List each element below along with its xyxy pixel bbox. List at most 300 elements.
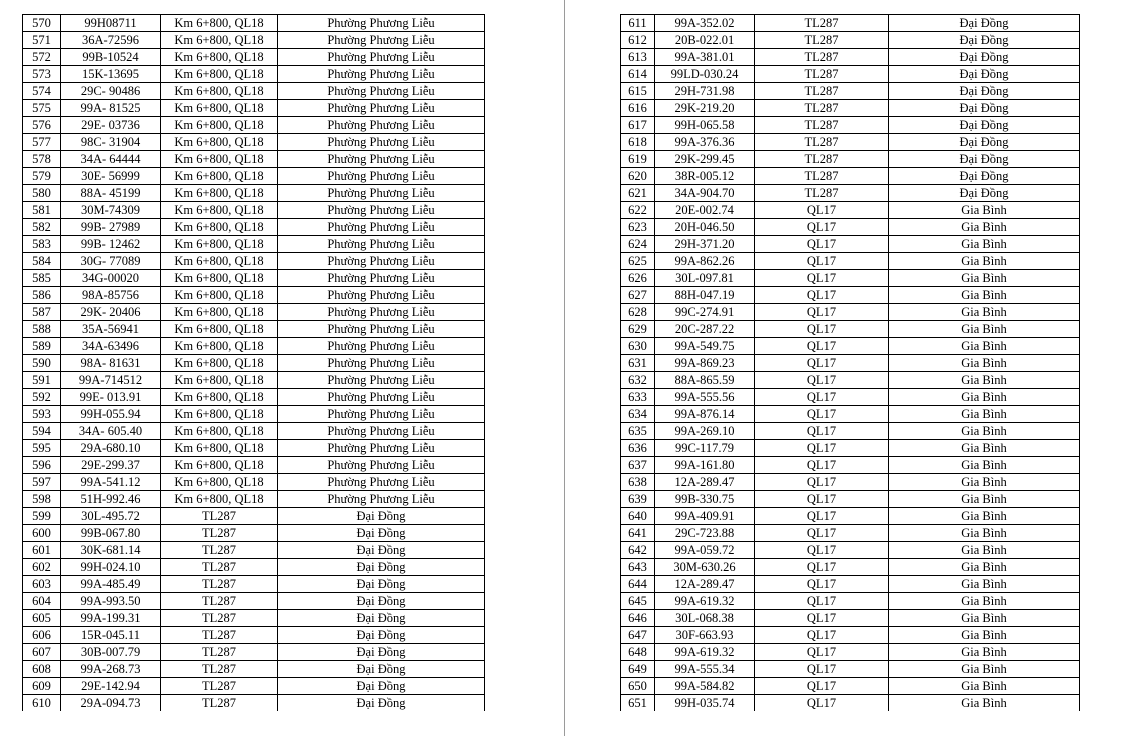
area-cell: Phường Phương Liễu: [278, 66, 485, 83]
row-number-cell: 576: [23, 117, 61, 134]
row-number-cell: 577: [23, 134, 61, 151]
area-cell: Gia Bình: [889, 270, 1080, 287]
row-number-cell: 614: [621, 66, 655, 83]
table-row: [621, 66, 1080, 83]
table-row: [23, 287, 485, 304]
area-cell: Đại Đồng: [278, 644, 485, 661]
location-cell: QL17: [755, 593, 889, 610]
row-number-cell: 616: [621, 100, 655, 117]
location-cell: TL287: [161, 695, 278, 712]
plate-number-cell: 20C-287.22: [655, 321, 755, 338]
location-cell: QL17: [755, 474, 889, 491]
location-cell: QL17: [755, 644, 889, 661]
plate-number-cell: 30M-630.26: [655, 559, 755, 576]
row-number-cell: 636: [621, 440, 655, 457]
table-row: [23, 338, 485, 355]
row-number-cell: 627: [621, 287, 655, 304]
area-cell: Gia Bình: [889, 559, 1080, 576]
plate-number-cell: 98A- 81631: [61, 355, 161, 372]
table-row: [23, 678, 485, 695]
table-row: [621, 202, 1080, 219]
area-cell: Gia Bình: [889, 695, 1080, 712]
location-cell: Km 6+800, QL18: [161, 100, 278, 117]
plate-number-cell: 99A-352.02: [655, 15, 755, 32]
row-number-cell: 596: [23, 457, 61, 474]
row-number-cell: 622: [621, 202, 655, 219]
table-row: [621, 117, 1080, 134]
row-number-cell: 647: [621, 627, 655, 644]
row-number-cell: 628: [621, 304, 655, 321]
area-cell: Phường Phương Liễu: [278, 440, 485, 457]
plate-number-cell: 30G- 77089: [61, 253, 161, 270]
area-cell: Gia Bình: [889, 236, 1080, 253]
location-cell: Km 6+800, QL18: [161, 236, 278, 253]
location-cell: TL287: [755, 100, 889, 117]
location-cell: TL287: [755, 49, 889, 66]
row-number-cell: 599: [23, 508, 61, 525]
location-cell: Km 6+800, QL18: [161, 151, 278, 168]
plate-number-cell: 99B- 27989: [61, 219, 161, 236]
left-violation-table: [22, 14, 485, 711]
plate-number-cell: 34A-904.70: [655, 185, 755, 202]
table-row: [621, 559, 1080, 576]
location-cell: Km 6+800, QL18: [161, 338, 278, 355]
right-table-body: [621, 15, 1080, 712]
table-row: [23, 474, 485, 491]
area-cell: Đại Đồng: [278, 695, 485, 712]
row-number-cell: 572: [23, 49, 61, 66]
row-number-cell: 611: [621, 15, 655, 32]
table-row: [23, 304, 485, 321]
table-row: [23, 134, 485, 151]
table-row: [23, 389, 485, 406]
area-cell: Đại Đồng: [889, 15, 1080, 32]
plate-number-cell: 29K-219.20: [655, 100, 755, 117]
area-cell: Gia Bình: [889, 576, 1080, 593]
row-number-cell: 597: [23, 474, 61, 491]
area-cell: Gia Bình: [889, 491, 1080, 508]
table-row: [23, 219, 485, 236]
area-cell: Gia Bình: [889, 372, 1080, 389]
area-cell: Gia Bình: [889, 287, 1080, 304]
area-cell: Gia Bình: [889, 321, 1080, 338]
table-row: [23, 185, 485, 202]
area-cell: Phường Phương Liễu: [278, 321, 485, 338]
table-row: [23, 321, 485, 338]
location-cell: Km 6+800, QL18: [161, 49, 278, 66]
row-number-cell: 603: [23, 576, 61, 593]
area-cell: Đại Đồng: [889, 49, 1080, 66]
area-cell: Đại Đồng: [278, 593, 485, 610]
location-cell: TL287: [161, 525, 278, 542]
table-row: [23, 406, 485, 423]
location-cell: TL287: [161, 644, 278, 661]
table-row: [23, 508, 485, 525]
area-cell: Đại Đồng: [278, 542, 485, 559]
plate-number-cell: 34A-63496: [61, 338, 161, 355]
area-cell: Đại Đồng: [278, 627, 485, 644]
location-cell: Km 6+800, QL18: [161, 15, 278, 32]
location-cell: QL17: [755, 440, 889, 457]
plate-number-cell: 30F-663.93: [655, 627, 755, 644]
location-cell: TL287: [161, 508, 278, 525]
area-cell: Gia Bình: [889, 389, 1080, 406]
table-row: [23, 355, 485, 372]
area-cell: Gia Bình: [889, 457, 1080, 474]
location-cell: Km 6+800, QL18: [161, 474, 278, 491]
table-row: [621, 321, 1080, 338]
row-number-cell: 625: [621, 253, 655, 270]
area-cell: Gia Bình: [889, 338, 1080, 355]
location-cell: TL287: [755, 15, 889, 32]
plate-number-cell: 34A- 64444: [61, 151, 161, 168]
table-row: [23, 440, 485, 457]
row-number-cell: 582: [23, 219, 61, 236]
area-cell: Phường Phương Liễu: [278, 117, 485, 134]
table-row: [23, 49, 485, 66]
row-number-cell: 635: [621, 423, 655, 440]
row-number-cell: 602: [23, 559, 61, 576]
location-cell: QL17: [755, 287, 889, 304]
location-cell: Km 6+800, QL18: [161, 202, 278, 219]
row-number-cell: 595: [23, 440, 61, 457]
table-row: [23, 202, 485, 219]
row-number-cell: 594: [23, 423, 61, 440]
location-cell: TL287: [161, 542, 278, 559]
plate-number-cell: 36A-72596: [61, 32, 161, 49]
plate-number-cell: 99C-274.91: [655, 304, 755, 321]
area-cell: Phường Phương Liễu: [278, 304, 485, 321]
table-row: [23, 253, 485, 270]
table-row: [621, 440, 1080, 457]
row-number-cell: 637: [621, 457, 655, 474]
area-cell: Đại Đồng: [278, 610, 485, 627]
plate-number-cell: 99H08711: [61, 15, 161, 32]
location-cell: QL17: [755, 491, 889, 508]
row-number-cell: 581: [23, 202, 61, 219]
plate-number-cell: 99B-330.75: [655, 491, 755, 508]
table-row: [621, 610, 1080, 627]
area-cell: Phường Phương Liễu: [278, 236, 485, 253]
location-cell: Km 6+800, QL18: [161, 270, 278, 287]
plate-number-cell: 99A-381.01: [655, 49, 755, 66]
row-number-cell: 632: [621, 372, 655, 389]
location-cell: QL17: [755, 610, 889, 627]
plate-number-cell: 99A-619.32: [655, 644, 755, 661]
table-row: [23, 168, 485, 185]
location-cell: QL17: [755, 389, 889, 406]
table-row: [23, 542, 485, 559]
row-number-cell: 644: [621, 576, 655, 593]
plate-number-cell: 98A-85756: [61, 287, 161, 304]
row-number-cell: 612: [621, 32, 655, 49]
plate-number-cell: 99H-055.94: [61, 406, 161, 423]
area-cell: Đại Đồng: [889, 185, 1080, 202]
plate-number-cell: 29A-680.10: [61, 440, 161, 457]
location-cell: Km 6+800, QL18: [161, 185, 278, 202]
area-cell: Phường Phương Liễu: [278, 423, 485, 440]
area-cell: Phường Phương Liễu: [278, 270, 485, 287]
table-row: [23, 661, 485, 678]
table-row: [621, 270, 1080, 287]
location-cell: QL17: [755, 270, 889, 287]
row-number-cell: 621: [621, 185, 655, 202]
location-cell: QL17: [755, 321, 889, 338]
location-cell: QL17: [755, 338, 889, 355]
row-number-cell: 593: [23, 406, 61, 423]
location-cell: QL17: [755, 236, 889, 253]
area-cell: Phường Phương Liễu: [278, 168, 485, 185]
table-row: [621, 151, 1080, 168]
location-cell: QL17: [755, 525, 889, 542]
plate-number-cell: 99A-541.12: [61, 474, 161, 491]
location-cell: Km 6+800, QL18: [161, 372, 278, 389]
location-cell: QL17: [755, 661, 889, 678]
plate-number-cell: 29K-299.45: [655, 151, 755, 168]
area-cell: Phường Phương Liễu: [278, 185, 485, 202]
row-number-cell: 639: [621, 491, 655, 508]
table-row: [23, 593, 485, 610]
row-number-cell: 629: [621, 321, 655, 338]
location-cell: Km 6+800, QL18: [161, 253, 278, 270]
area-cell: Gia Bình: [889, 678, 1080, 695]
table-row: [621, 695, 1080, 712]
area-cell: Phường Phương Liễu: [278, 100, 485, 117]
plate-number-cell: 99A-161.80: [655, 457, 755, 474]
location-cell: Km 6+800, QL18: [161, 83, 278, 100]
area-cell: Gia Bình: [889, 508, 1080, 525]
area-cell: Phường Phương Liễu: [278, 287, 485, 304]
plate-number-cell: 20E-002.74: [655, 202, 755, 219]
row-number-cell: 649: [621, 661, 655, 678]
table-row: [23, 117, 485, 134]
location-cell: TL287: [161, 678, 278, 695]
row-number-cell: 638: [621, 474, 655, 491]
plate-number-cell: 99A-555.34: [655, 661, 755, 678]
table-row: [621, 627, 1080, 644]
table-row: [23, 236, 485, 253]
plate-number-cell: 30M-74309: [61, 202, 161, 219]
table-row: [23, 423, 485, 440]
row-number-cell: 643: [621, 559, 655, 576]
row-number-cell: 626: [621, 270, 655, 287]
location-cell: Km 6+800, QL18: [161, 304, 278, 321]
location-cell: QL17: [755, 508, 889, 525]
table-row: [23, 15, 485, 32]
row-number-cell: 641: [621, 525, 655, 542]
location-cell: Km 6+800, QL18: [161, 134, 278, 151]
row-number-cell: 589: [23, 338, 61, 355]
area-cell: Phường Phương Liễu: [278, 457, 485, 474]
location-cell: QL17: [755, 695, 889, 712]
location-cell: TL287: [755, 66, 889, 83]
table-row: [621, 338, 1080, 355]
page-divider: [564, 0, 565, 736]
table-row: [23, 576, 485, 593]
table-row: [621, 542, 1080, 559]
location-cell: Km 6+800, QL18: [161, 440, 278, 457]
plate-number-cell: 29E-299.37: [61, 457, 161, 474]
area-cell: Đại Đồng: [889, 168, 1080, 185]
table-row: [23, 695, 485, 712]
plate-number-cell: 99B-067.80: [61, 525, 161, 542]
row-number-cell: 650: [621, 678, 655, 695]
plate-number-cell: 29A-094.73: [61, 695, 161, 712]
location-cell: Km 6+800, QL18: [161, 219, 278, 236]
location-cell: TL287: [161, 576, 278, 593]
plate-number-cell: 30K-681.14: [61, 542, 161, 559]
table-row: [621, 15, 1080, 32]
plate-number-cell: 30E- 56999: [61, 168, 161, 185]
area-cell: Phường Phương Liễu: [278, 83, 485, 100]
location-cell: Km 6+800, QL18: [161, 423, 278, 440]
plate-number-cell: 30L-495.72: [61, 508, 161, 525]
row-number-cell: 651: [621, 695, 655, 712]
row-number-cell: 620: [621, 168, 655, 185]
plate-number-cell: 88A-865.59: [655, 372, 755, 389]
plate-number-cell: 34A- 605.40: [61, 423, 161, 440]
left-table-body: [23, 15, 485, 712]
location-cell: TL287: [755, 32, 889, 49]
plate-number-cell: 12A-289.47: [655, 576, 755, 593]
table-row: [23, 66, 485, 83]
location-cell: QL17: [755, 202, 889, 219]
plate-number-cell: 38R-005.12: [655, 168, 755, 185]
area-cell: Đại Đồng: [278, 576, 485, 593]
row-number-cell: 634: [621, 406, 655, 423]
table-row: [23, 457, 485, 474]
table-row: [621, 406, 1080, 423]
table-row: [621, 287, 1080, 304]
area-cell: Gia Bình: [889, 423, 1080, 440]
location-cell: QL17: [755, 355, 889, 372]
location-cell: Km 6+800, QL18: [161, 32, 278, 49]
plate-number-cell: 15K-13695: [61, 66, 161, 83]
plate-number-cell: 29E- 03736: [61, 117, 161, 134]
table-row: [23, 559, 485, 576]
location-cell: Km 6+800, QL18: [161, 355, 278, 372]
table-row: [621, 423, 1080, 440]
plate-number-cell: 99E- 013.91: [61, 389, 161, 406]
table-row: [23, 627, 485, 644]
row-number-cell: 580: [23, 185, 61, 202]
area-cell: Phường Phương Liễu: [278, 491, 485, 508]
location-cell: TL287: [755, 117, 889, 134]
location-cell: TL287: [161, 627, 278, 644]
table-row: [621, 525, 1080, 542]
row-number-cell: 598: [23, 491, 61, 508]
plate-number-cell: 29C-723.88: [655, 525, 755, 542]
table-row: [621, 185, 1080, 202]
area-cell: Gia Bình: [889, 525, 1080, 542]
area-cell: Phường Phương Liễu: [278, 15, 485, 32]
row-number-cell: 585: [23, 270, 61, 287]
area-cell: Đại Đồng: [278, 678, 485, 695]
row-number-cell: 633: [621, 389, 655, 406]
area-cell: Đại Đồng: [889, 32, 1080, 49]
plate-number-cell: 29H-371.20: [655, 236, 755, 253]
plate-number-cell: 15R-045.11: [61, 627, 161, 644]
area-cell: Gia Bình: [889, 406, 1080, 423]
plate-number-cell: 99A-993.50: [61, 593, 161, 610]
row-number-cell: 608: [23, 661, 61, 678]
plate-number-cell: 12A-289.47: [655, 474, 755, 491]
area-cell: Đại Đồng: [889, 83, 1080, 100]
table-row: [23, 151, 485, 168]
table-row: [621, 253, 1080, 270]
location-cell: TL287: [161, 593, 278, 610]
area-cell: Gia Bình: [889, 202, 1080, 219]
row-number-cell: 583: [23, 236, 61, 253]
table-row: [621, 168, 1080, 185]
location-cell: Km 6+800, QL18: [161, 491, 278, 508]
plate-number-cell: 20H-046.50: [655, 219, 755, 236]
plate-number-cell: 51H-992.46: [61, 491, 161, 508]
row-number-cell: 630: [621, 338, 655, 355]
location-cell: QL17: [755, 304, 889, 321]
table-row: [621, 644, 1080, 661]
row-number-cell: 648: [621, 644, 655, 661]
row-number-cell: 605: [23, 610, 61, 627]
row-number-cell: 640: [621, 508, 655, 525]
row-number-cell: 591: [23, 372, 61, 389]
table-row: [23, 32, 485, 49]
row-number-cell: 610: [23, 695, 61, 712]
location-cell: Km 6+800, QL18: [161, 287, 278, 304]
row-number-cell: 607: [23, 644, 61, 661]
location-cell: Km 6+800, QL18: [161, 406, 278, 423]
row-number-cell: 592: [23, 389, 61, 406]
plate-number-cell: 29E-142.94: [61, 678, 161, 695]
location-cell: TL287: [161, 559, 278, 576]
area-cell: Gia Bình: [889, 219, 1080, 236]
plate-number-cell: 99LD-030.24: [655, 66, 755, 83]
plate-number-cell: 99H-065.58: [655, 117, 755, 134]
area-cell: Phường Phương Liễu: [278, 49, 485, 66]
area-cell: Phường Phương Liễu: [278, 202, 485, 219]
row-number-cell: 645: [621, 593, 655, 610]
location-cell: Km 6+800, QL18: [161, 457, 278, 474]
plate-number-cell: 88H-047.19: [655, 287, 755, 304]
plate-number-cell: 99A-549.75: [655, 338, 755, 355]
table-row: [621, 32, 1080, 49]
location-cell: QL17: [755, 457, 889, 474]
row-number-cell: 571: [23, 32, 61, 49]
location-cell: TL287: [755, 185, 889, 202]
table-row: [621, 457, 1080, 474]
plate-number-cell: 29C- 90486: [61, 83, 161, 100]
area-cell: Đại Đồng: [889, 134, 1080, 151]
plate-number-cell: 99A-869.23: [655, 355, 755, 372]
row-number-cell: 574: [23, 83, 61, 100]
row-number-cell: 609: [23, 678, 61, 695]
plate-number-cell: 30B-007.79: [61, 644, 161, 661]
area-cell: Đại Đồng: [889, 151, 1080, 168]
plate-number-cell: 99A-714512: [61, 372, 161, 389]
area-cell: Gia Bình: [889, 304, 1080, 321]
plate-number-cell: 99A-619.32: [655, 593, 755, 610]
row-number-cell: 615: [621, 83, 655, 100]
plate-number-cell: 99A-269.10: [655, 423, 755, 440]
row-number-cell: 590: [23, 355, 61, 372]
row-number-cell: 578: [23, 151, 61, 168]
plate-number-cell: 99A-059.72: [655, 542, 755, 559]
area-cell: Gia Bình: [889, 593, 1080, 610]
location-cell: QL17: [755, 372, 889, 389]
area-cell: Gia Bình: [889, 542, 1080, 559]
row-number-cell: 601: [23, 542, 61, 559]
area-cell: Phường Phương Liễu: [278, 474, 485, 491]
